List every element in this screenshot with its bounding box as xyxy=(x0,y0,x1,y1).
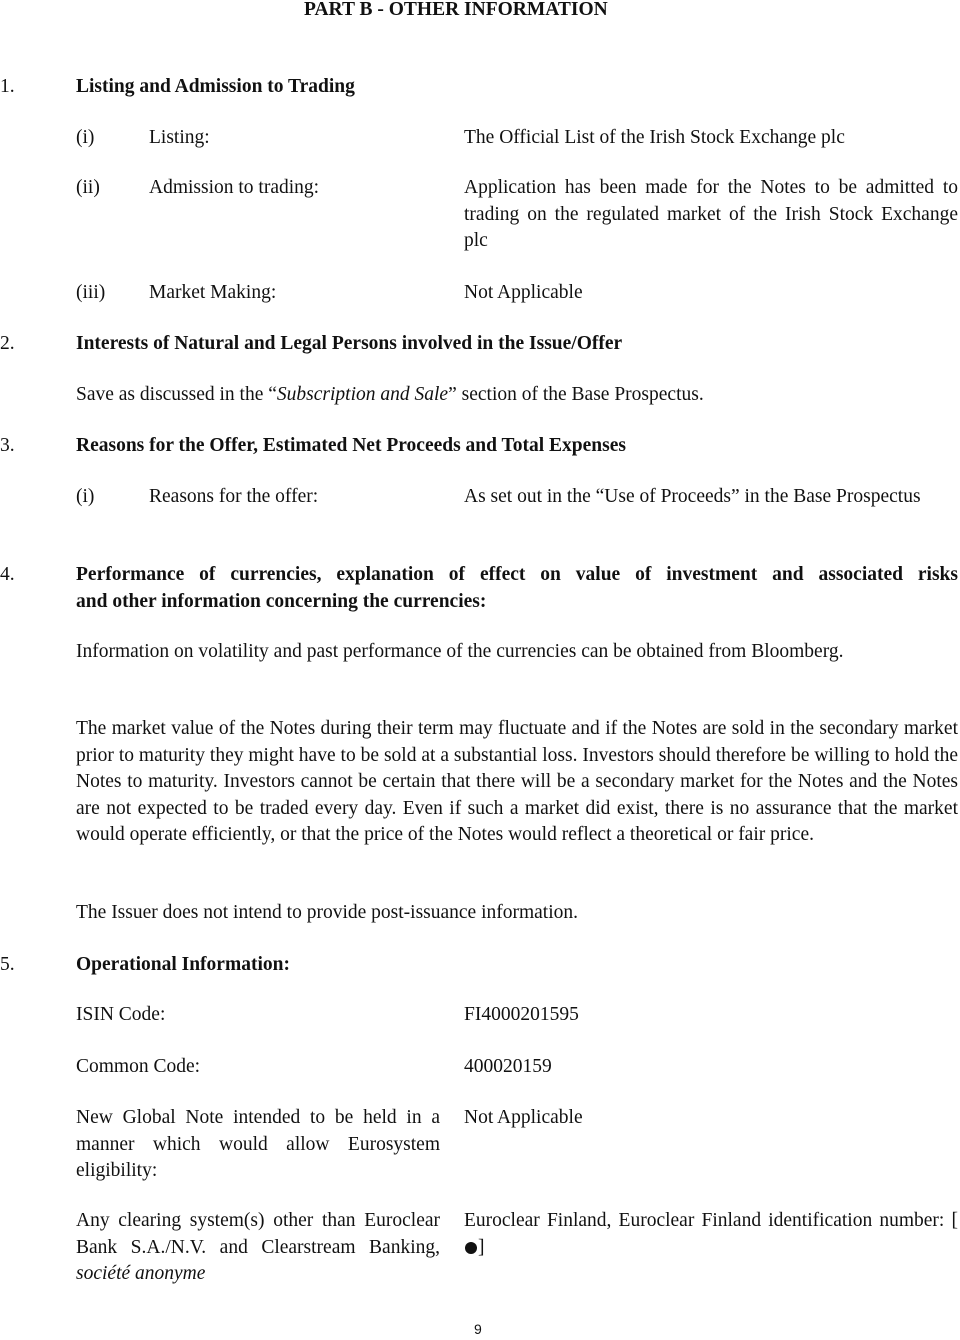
section-2-title: Interests of Natural and Legal Persons involved in the Issue/Offer xyxy=(76,333,623,354)
reasons-label: Reasons for the offer: xyxy=(149,486,319,507)
ngn-value: Not Applicable xyxy=(464,1107,583,1128)
reasons-value: As set out in the “Use of Proceeds” in the Base Prospectus xyxy=(464,486,921,507)
post-issuance-paragraph: The Issuer does not intend to provide post-issuance information. xyxy=(76,902,579,923)
common-code-value: 400020159 xyxy=(464,1056,552,1077)
section-1-title: Listing and Admission to Trading xyxy=(76,76,355,97)
section-4-title-line1: Performance of currencies, explanation of effect on value of investment and associated risks xyxy=(76,564,958,585)
listing-value: The Official List of the Irish Stock Exchange plc xyxy=(464,127,845,148)
section-2-number: 2. xyxy=(0,333,15,354)
section-2-text: Save as discussed in the “Subscription and Sale” section of the Base Prospectus. xyxy=(76,384,704,405)
isin-label: ISIN Code: xyxy=(76,1004,166,1025)
admission-label: Admission to trading: xyxy=(149,177,320,198)
listing-num: (i) xyxy=(76,127,95,148)
section-1-number: 1. xyxy=(0,76,15,97)
section-4-number: 4. xyxy=(0,564,15,585)
listing-label: Listing: xyxy=(149,127,210,148)
placeholder-bullet-icon xyxy=(465,1242,477,1254)
page-number: 9 xyxy=(474,1321,482,1337)
section-5-title: Operational Information: xyxy=(76,954,290,975)
clearing-system-label: Any clearing system(s) other than Euroclear Bank S.A./N.V. and Clearstream Banking, société anonyme xyxy=(76,1210,440,1284)
market-value-paragraph: The market value of the Notes during their term may fluctuate and if the Notes are sold in the secondary market prior to maturity they might have to be sold at a substantial loss. Investors should therefore be willing to hold the Notes to maturity. Investors cannot be certain that there will be a secondary market for the Notes and the Notes are not expected to be traded every day. Even if such a market did exist, there is no assurance that the market would operate efficiently, or that the price of the Notes would reflect a theoretical or fair price. xyxy=(76,718,958,845)
ngn-label: New Global Note intended to be held in a manner which would allow Eurosystem eligibility: xyxy=(76,1107,440,1181)
part-title: PART B - OTHER INFORMATION xyxy=(304,0,608,20)
section-5-number: 5. xyxy=(0,954,15,975)
societe-anonyme-italic: société anonyme xyxy=(76,1263,206,1284)
volatility-paragraph: Information on volatility and past performance of the currencies can be obtained from Bloomberg. xyxy=(76,641,844,662)
market-making-value: Not Applicable xyxy=(464,282,583,303)
market-making-num: (iii) xyxy=(76,282,106,303)
clearing-system-value: Euroclear Finland, Euroclear Finland identification number: [] xyxy=(464,1210,958,1258)
isin-value: FI4000201595 xyxy=(464,1004,579,1025)
section-4-title-line2: and other information concerning the currencies: xyxy=(76,591,487,612)
admission-value: Application has been made for the Notes to be admitted to trading on the regulated market of the Irish Stock Exchange plc xyxy=(464,177,958,251)
market-making-label: Market Making: xyxy=(149,282,277,303)
subscription-sale-italic: Subscription and Sale xyxy=(276,384,449,405)
section-3-number: 3. xyxy=(0,435,15,456)
reasons-num: (i) xyxy=(76,486,95,507)
common-code-label: Common Code: xyxy=(76,1056,201,1077)
section-3-title: Reasons for the Offer, Estimated Net Proceeds and Total Expenses xyxy=(76,435,626,456)
admission-num: (ii) xyxy=(76,177,100,198)
